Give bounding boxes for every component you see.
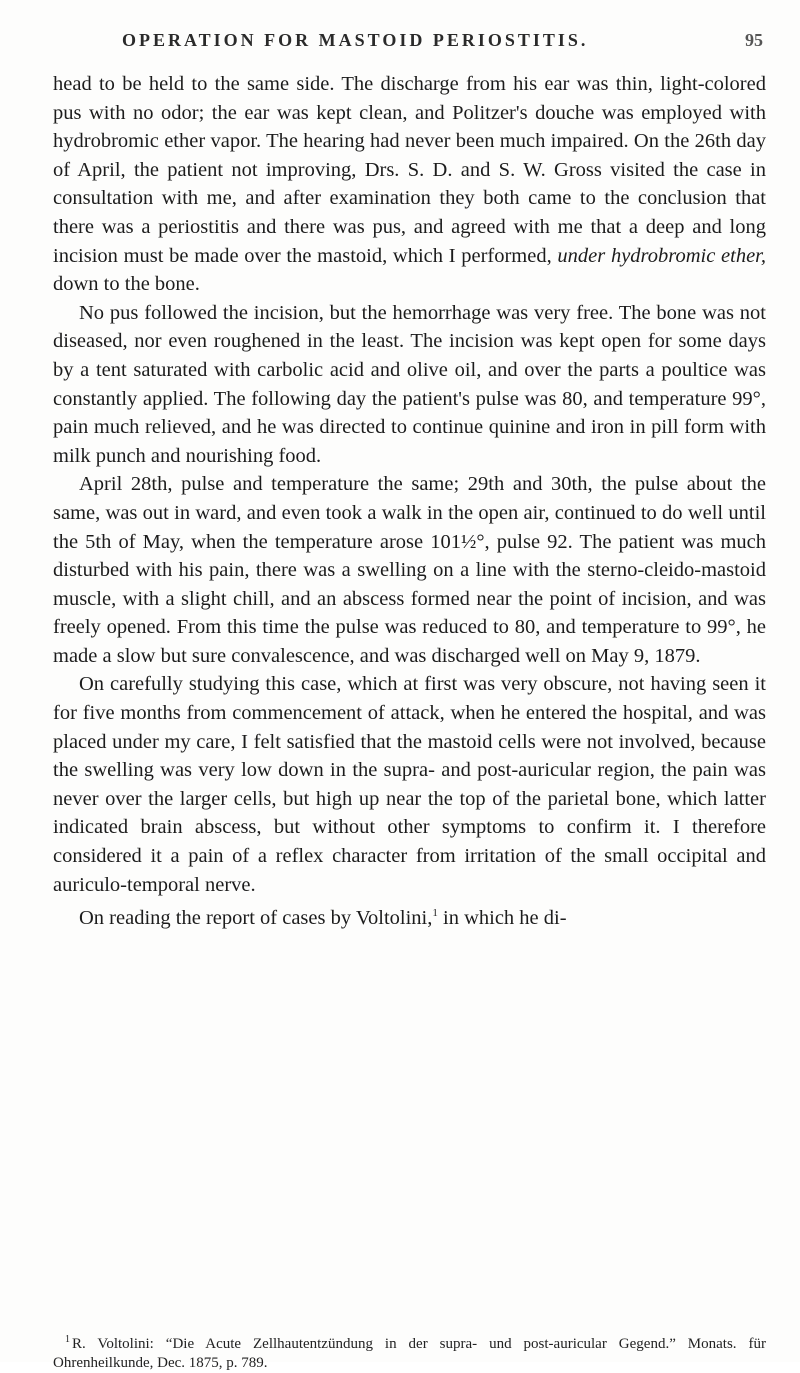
paragraph: [53, 899, 766, 932]
paragraph-text: April 28th, pulse and temperature the same; 29th and 30th, the pulse about the same, was out in ward, and even took a walk in the open air, continued to do well until the 5th of May, when the temperature arose 101½°, pulse 92. The patient was much disturbed with his pain, there was a swelling on a line with the sterno-cleido-mastoid muscle, with a slight chill, and an abscess formed near the point of incision, and was freely opened. From this time the pulse was reduced to 80, and temperature to 99°, he made a slow but sure convalescence, and was discharged well on May 9, 1879.: [53, 473, 766, 667]
paragraph-text: On carefully studying this case, which at first was very obscure, not having seen it for five months from commencement of attack, when he entered the hospital, and was placed under my care, I felt satisfied that the mastoid cells were not involved, because the swelling was very low down in the supra- and post-auricular region, the pain was never over the larger cells, but high up near the top of the parietal bone, which latter indicated brain abscess, but without other symptoms to confirm it. I therefore considered it a pain of a reflex character from irritation of the small occipital and auriculo-temporal nerve.: [53, 673, 766, 896]
paragraph: [53, 70, 766, 299]
paragraph: [53, 299, 766, 471]
paragraph-text: No pus followed the incision, but the hemorrhage was very free. The bone was not diseased, nor even roughened in the least. The incision was kept open for some days by a tent saturated with carbolic acid and olive oil, and over the parts a poultice was constantly applied. The following day the patient's pulse was 80, and temperature 99°, pain much relieved, and he was directed to continue quinine and iron in pill form with milk punch and nourishing food.: [53, 301, 766, 467]
paragraph: [53, 470, 766, 670]
running-title: OPERATION FOR MASTOID PERIOSTITIS.: [122, 30, 589, 50]
paragraph-text: in which he di-: [437, 907, 567, 930]
running-head: [0, 30, 800, 54]
footnote-reference: 1: [432, 907, 438, 920]
page-number: 95: [745, 30, 763, 50]
paragraph-text: On reading the report of cases by Voltolini,: [79, 907, 433, 930]
italic-text: under hydrobromic ether,: [557, 244, 766, 267]
paragraph-text: down to the bone.: [53, 273, 200, 296]
paragraph-text: head to be held to the same side. The discharge from his ear was thin, light-colored pus with no odor; the ear was kept clean, and Politzer's douche was employed with hydrobromic ether vapor. The hearing had never been much impaired. On the 26th day of April, the patient not improving, Drs. S. D. and S. W. Gross visited the case in consultation with me, and after examination they both came to the conclusion that there was a periostitis and there was pus, and agreed with me that a deep and long incision must be made over the mastoid, which I performed,: [53, 73, 766, 267]
body-text: [53, 70, 766, 933]
footnote-mark: 1: [65, 1334, 70, 1345]
footnote-text: R. Voltolini: “Die Acute Zellhautentzündung in der supra- und post-auricular Gegend.” Monats. für Ohrenheilkunde, Dec. 1875, p. 789.: [53, 1336, 766, 1371]
footnote: [53, 1330, 766, 1373]
paragraph: [53, 670, 766, 899]
